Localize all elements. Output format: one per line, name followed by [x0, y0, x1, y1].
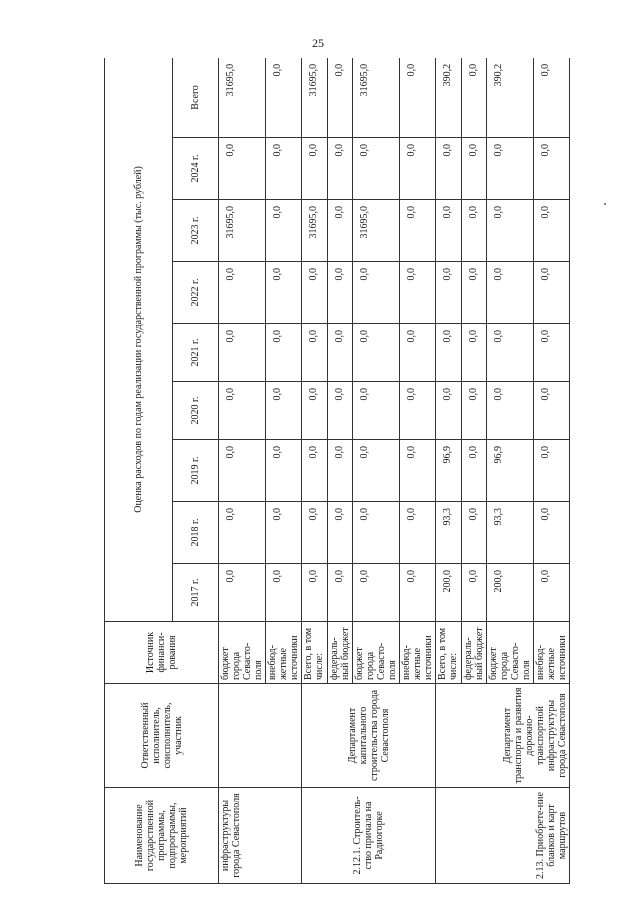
value-cell: 0,0 [328, 382, 353, 440]
value-cell: 0,0 [266, 262, 302, 324]
value-cell: 0,0 [328, 440, 353, 502]
header-year: 2020 г. [173, 382, 219, 440]
value-cell: 31695,0 [219, 200, 266, 262]
total-cell: 0,0 [266, 58, 302, 138]
value-cell: 0,0 [400, 564, 436, 622]
value-cell: 0,0 [400, 440, 436, 502]
value-cell: 0,0 [302, 502, 328, 564]
value-cell: 0,0 [462, 502, 487, 564]
value-cell: 0,0 [487, 138, 534, 200]
value-cell: 0,0 [462, 440, 487, 502]
scan-speck [604, 203, 606, 205]
table-row [219, 58, 266, 884]
header-year: 2019 г. [173, 440, 219, 502]
value-cell: 0,0 [266, 502, 302, 564]
value-cell: 0,0 [219, 382, 266, 440]
value-cell: 0,0 [328, 564, 353, 622]
header-name: Наименование государственной программы, подпрограммы, мероприятий [105, 788, 219, 884]
value-cell: 0,0 [328, 138, 353, 200]
value-cell: 0,0 [436, 382, 462, 440]
value-cell: 0,0 [302, 382, 328, 440]
value-cell: 0,0 [534, 502, 570, 564]
value-cell: 0,0 [353, 262, 400, 324]
value-cell: 0,0 [462, 324, 487, 382]
value-cell: 0,0 [302, 262, 328, 324]
value-cell: 0,0 [353, 382, 400, 440]
table-row [302, 58, 328, 884]
total-cell: 0,0 [400, 58, 436, 138]
value-cell: 0,0 [328, 324, 353, 382]
value-cell: 0,0 [353, 502, 400, 564]
funding-source: бюджет города Севасто-поля [487, 622, 534, 684]
program-name: инфраструктуры города Севастополя [219, 788, 302, 884]
value-cell: 0,0 [487, 382, 534, 440]
value-cell: 0,0 [487, 262, 534, 324]
value-cell: 0,0 [219, 440, 266, 502]
header-total: Всего [173, 58, 219, 138]
value-cell: 0,0 [328, 200, 353, 262]
header-year: 2018 г. [173, 502, 219, 564]
funding-source: внебюд-жетные источники [266, 622, 302, 684]
page-number: 25 [312, 36, 324, 50]
value-cell: 0,0 [534, 324, 570, 382]
value-cell: 0,0 [302, 324, 328, 382]
total-cell: 0,0 [534, 58, 570, 138]
table-row [436, 58, 462, 884]
funding-source: бюджет города Севасто-поля [353, 622, 400, 684]
value-cell: 0,0 [302, 564, 328, 622]
value-cell: 31695,0 [353, 200, 400, 262]
value-cell: 0,0 [400, 200, 436, 262]
header-row-1 [105, 58, 173, 884]
header-year: 2021 г. [173, 324, 219, 382]
value-cell: 96,9 [436, 440, 462, 502]
funding-source: внебюд-жетные источники [534, 622, 570, 684]
funding-source: Всего, в том числе: [436, 622, 462, 684]
total-cell: 390,2 [436, 58, 462, 138]
rotated-table-container [104, 58, 614, 884]
value-cell: 0,0 [266, 324, 302, 382]
value-cell: 0,0 [219, 138, 266, 200]
value-cell: 0,0 [436, 200, 462, 262]
total-cell: 31695,0 [302, 58, 328, 138]
header-source: Источник финанси-рования [105, 622, 219, 684]
funding-source: бюджет города Севасто-поля [219, 622, 266, 684]
funding-source: внебюд-жетные источники [400, 622, 436, 684]
total-cell: 31695,0 [219, 58, 266, 138]
value-cell: 0,0 [353, 440, 400, 502]
program-name: 2.13. Приобрете-ние бланков и карт маршрутов [436, 788, 570, 884]
header-year: 2024 г. [173, 138, 219, 200]
value-cell: 0,0 [302, 440, 328, 502]
header-estimate: Оценка расходов по годам реализации государственной программы (тыс. рублей) [105, 58, 173, 622]
value-cell: 0,0 [400, 138, 436, 200]
total-cell: 390,2 [487, 58, 534, 138]
value-cell: 0,0 [436, 324, 462, 382]
budget-table-frame [104, 58, 614, 884]
value-cell: 0,0 [534, 138, 570, 200]
value-cell: 93,3 [436, 502, 462, 564]
funding-source: федераль-ный бюджет [462, 622, 487, 684]
value-cell: 0,0 [534, 262, 570, 324]
total-cell: 31695,0 [353, 58, 400, 138]
funding-source: Всего, в том числе: [302, 622, 328, 684]
value-cell: 0,0 [353, 324, 400, 382]
executor [219, 684, 302, 788]
value-cell: 0,0 [462, 200, 487, 262]
value-cell: 200,0 [487, 564, 534, 622]
header-year: 2022 г. [173, 262, 219, 324]
value-cell: 0,0 [400, 324, 436, 382]
value-cell: 0,0 [266, 382, 302, 440]
value-cell: 0,0 [487, 200, 534, 262]
value-cell: 0,0 [266, 200, 302, 262]
value-cell: 0,0 [534, 200, 570, 262]
program-name: 2.12.1. Строитель-ство причала на Радиогорке [302, 788, 436, 884]
value-cell: 0,0 [534, 440, 570, 502]
budget-table [104, 58, 570, 884]
value-cell: 0,0 [400, 502, 436, 564]
value-cell: 0,0 [328, 502, 353, 564]
value-cell: 0,0 [487, 324, 534, 382]
header-year: 2017 г. [173, 564, 219, 622]
value-cell: 93,3 [487, 502, 534, 564]
value-cell: 200,0 [436, 564, 462, 622]
value-cell: 0,0 [353, 564, 400, 622]
value-cell: 0,0 [534, 382, 570, 440]
header-executor: Ответственный исполнитель, соисполнитель, участник [105, 684, 219, 788]
value-cell: 0,0 [266, 440, 302, 502]
value-cell: 0,0 [266, 138, 302, 200]
value-cell: 0,0 [266, 564, 302, 622]
value-cell: 0,0 [302, 138, 328, 200]
value-cell: 0,0 [462, 138, 487, 200]
value-cell: 0,0 [462, 564, 487, 622]
total-cell: 0,0 [328, 58, 353, 138]
value-cell: 0,0 [219, 324, 266, 382]
value-cell: 0,0 [353, 138, 400, 200]
value-cell: 0,0 [219, 564, 266, 622]
value-cell: 0,0 [400, 382, 436, 440]
value-cell: 96,9 [487, 440, 534, 502]
value-cell: 0,0 [462, 382, 487, 440]
value-cell: 0,0 [462, 262, 487, 324]
value-cell: 31695,0 [302, 200, 328, 262]
executor: Департамент транспорта и развития дорожно-транспортной инфраструктуры города Севастополя [436, 684, 570, 788]
value-cell: 0,0 [400, 262, 436, 324]
value-cell: 0,0 [436, 262, 462, 324]
value-cell: 0,0 [328, 262, 353, 324]
funding-source: федераль-ный бюджет [328, 622, 353, 684]
header-year: 2023 г. [173, 200, 219, 262]
value-cell: 0,0 [219, 262, 266, 324]
total-cell: 0,0 [462, 58, 487, 138]
executor: Департамент капитального строительства города Севастополя [302, 684, 436, 788]
value-cell: 0,0 [219, 502, 266, 564]
value-cell: 0,0 [534, 564, 570, 622]
value-cell: 0,0 [436, 138, 462, 200]
